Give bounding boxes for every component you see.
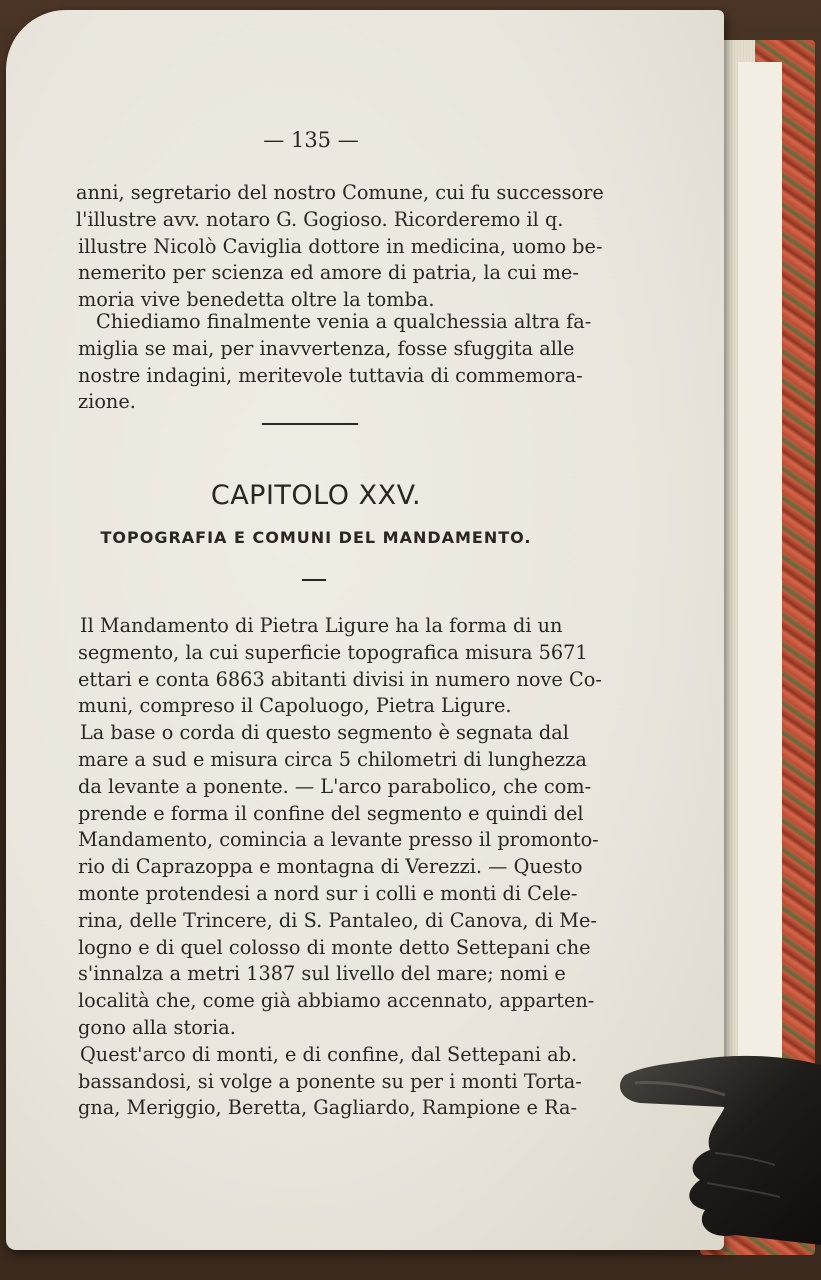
text-line: logno e di quel colosso di monte detto Settepani che bbox=[78, 935, 591, 959]
chapter-subtitle: TOPOGRAFIA E COMUNI DEL MANDAMENTO. bbox=[100, 528, 532, 547]
text-line: miglia se mai, per inavvertenza, fosse sfuggita alle bbox=[78, 336, 575, 360]
page-number: — 135 — bbox=[263, 128, 359, 152]
text-line: muni, compreso il Capoluogo, Pietra Ligure. bbox=[78, 694, 512, 718]
paragraph-top bbox=[76, 180, 604, 314]
text-line: l'illustre avv. notaro G. Gogioso. Ricorderemo il q. bbox=[76, 207, 564, 231]
short-divider bbox=[302, 579, 326, 581]
text-line: La base o corda di questo segmento è segnata dal bbox=[80, 721, 569, 745]
text-line: gono alla storia. bbox=[78, 1015, 236, 1039]
chapter-title: CAPITOLO XXV. bbox=[210, 480, 422, 511]
text-line: rina, delle Trincere, di S. Pantaleo, di Canova, di Me- bbox=[78, 908, 597, 932]
text-line: segmento, la cui superficie topografica misura 5671 bbox=[78, 640, 588, 664]
text-line: zione. bbox=[78, 390, 136, 414]
paragraph-2 bbox=[78, 309, 592, 416]
text-line: monte protendesi a nord sur i colli e monti di Cele- bbox=[78, 881, 578, 905]
text-line: anni, segretario del nostro Comune, cui fu successore bbox=[76, 181, 604, 204]
text-line: da levante a ponente. — L'arco parabolico, che com- bbox=[78, 774, 592, 798]
bronze-hand-bookweight bbox=[615, 1055, 821, 1255]
text-line: gna, Meriggio, Beretta, Gagliardo, Rampione e Ra- bbox=[78, 1096, 578, 1120]
text-line: bassandosi, si volge a ponente su per i monti Torta- bbox=[78, 1069, 582, 1093]
text-line: nemerito per scienza ed amore di patria, la cui me- bbox=[78, 261, 579, 285]
text-line: s'innalza a metri 1387 sul livello del mare; nomi e bbox=[78, 962, 566, 986]
text-line: mare a sud e misura circa 5 chilometri di lunghezza bbox=[78, 747, 587, 771]
text-line: prende e forma il confine del segmento e quindi del bbox=[78, 801, 584, 825]
text-line: rio di Caprazoppa e montagna di Verezzi. — Questo bbox=[78, 855, 583, 879]
text-line: moria vive benedetta oltre la tomba. bbox=[78, 288, 435, 312]
text-line: nostre indagini, meritevole tuttavia di commemora- bbox=[78, 363, 583, 387]
text-line: località che, come già abbiamo accennato, apparten- bbox=[78, 989, 595, 1013]
text-line: illustre Nicolò Caviglia dottore in medicina, uomo be- bbox=[78, 234, 603, 258]
text-line: ettari e conta 6863 abitanti divisi in numero nove Co- bbox=[78, 667, 602, 691]
text-line: Mandamento, comincia a levante presso il promonto- bbox=[78, 828, 599, 852]
text-line: Chiediamo finalmente venia a qualchessia altra fa- bbox=[96, 310, 592, 333]
text-line: Il Mandamento di Pietra Ligure ha la forma di un bbox=[80, 614, 563, 637]
paragraph-body bbox=[78, 613, 602, 1122]
text-line: Quest'arco di monti, e di confine, dal Settepani ab. bbox=[80, 1042, 578, 1066]
flyleaf bbox=[738, 62, 782, 1062]
section-divider bbox=[262, 423, 358, 425]
